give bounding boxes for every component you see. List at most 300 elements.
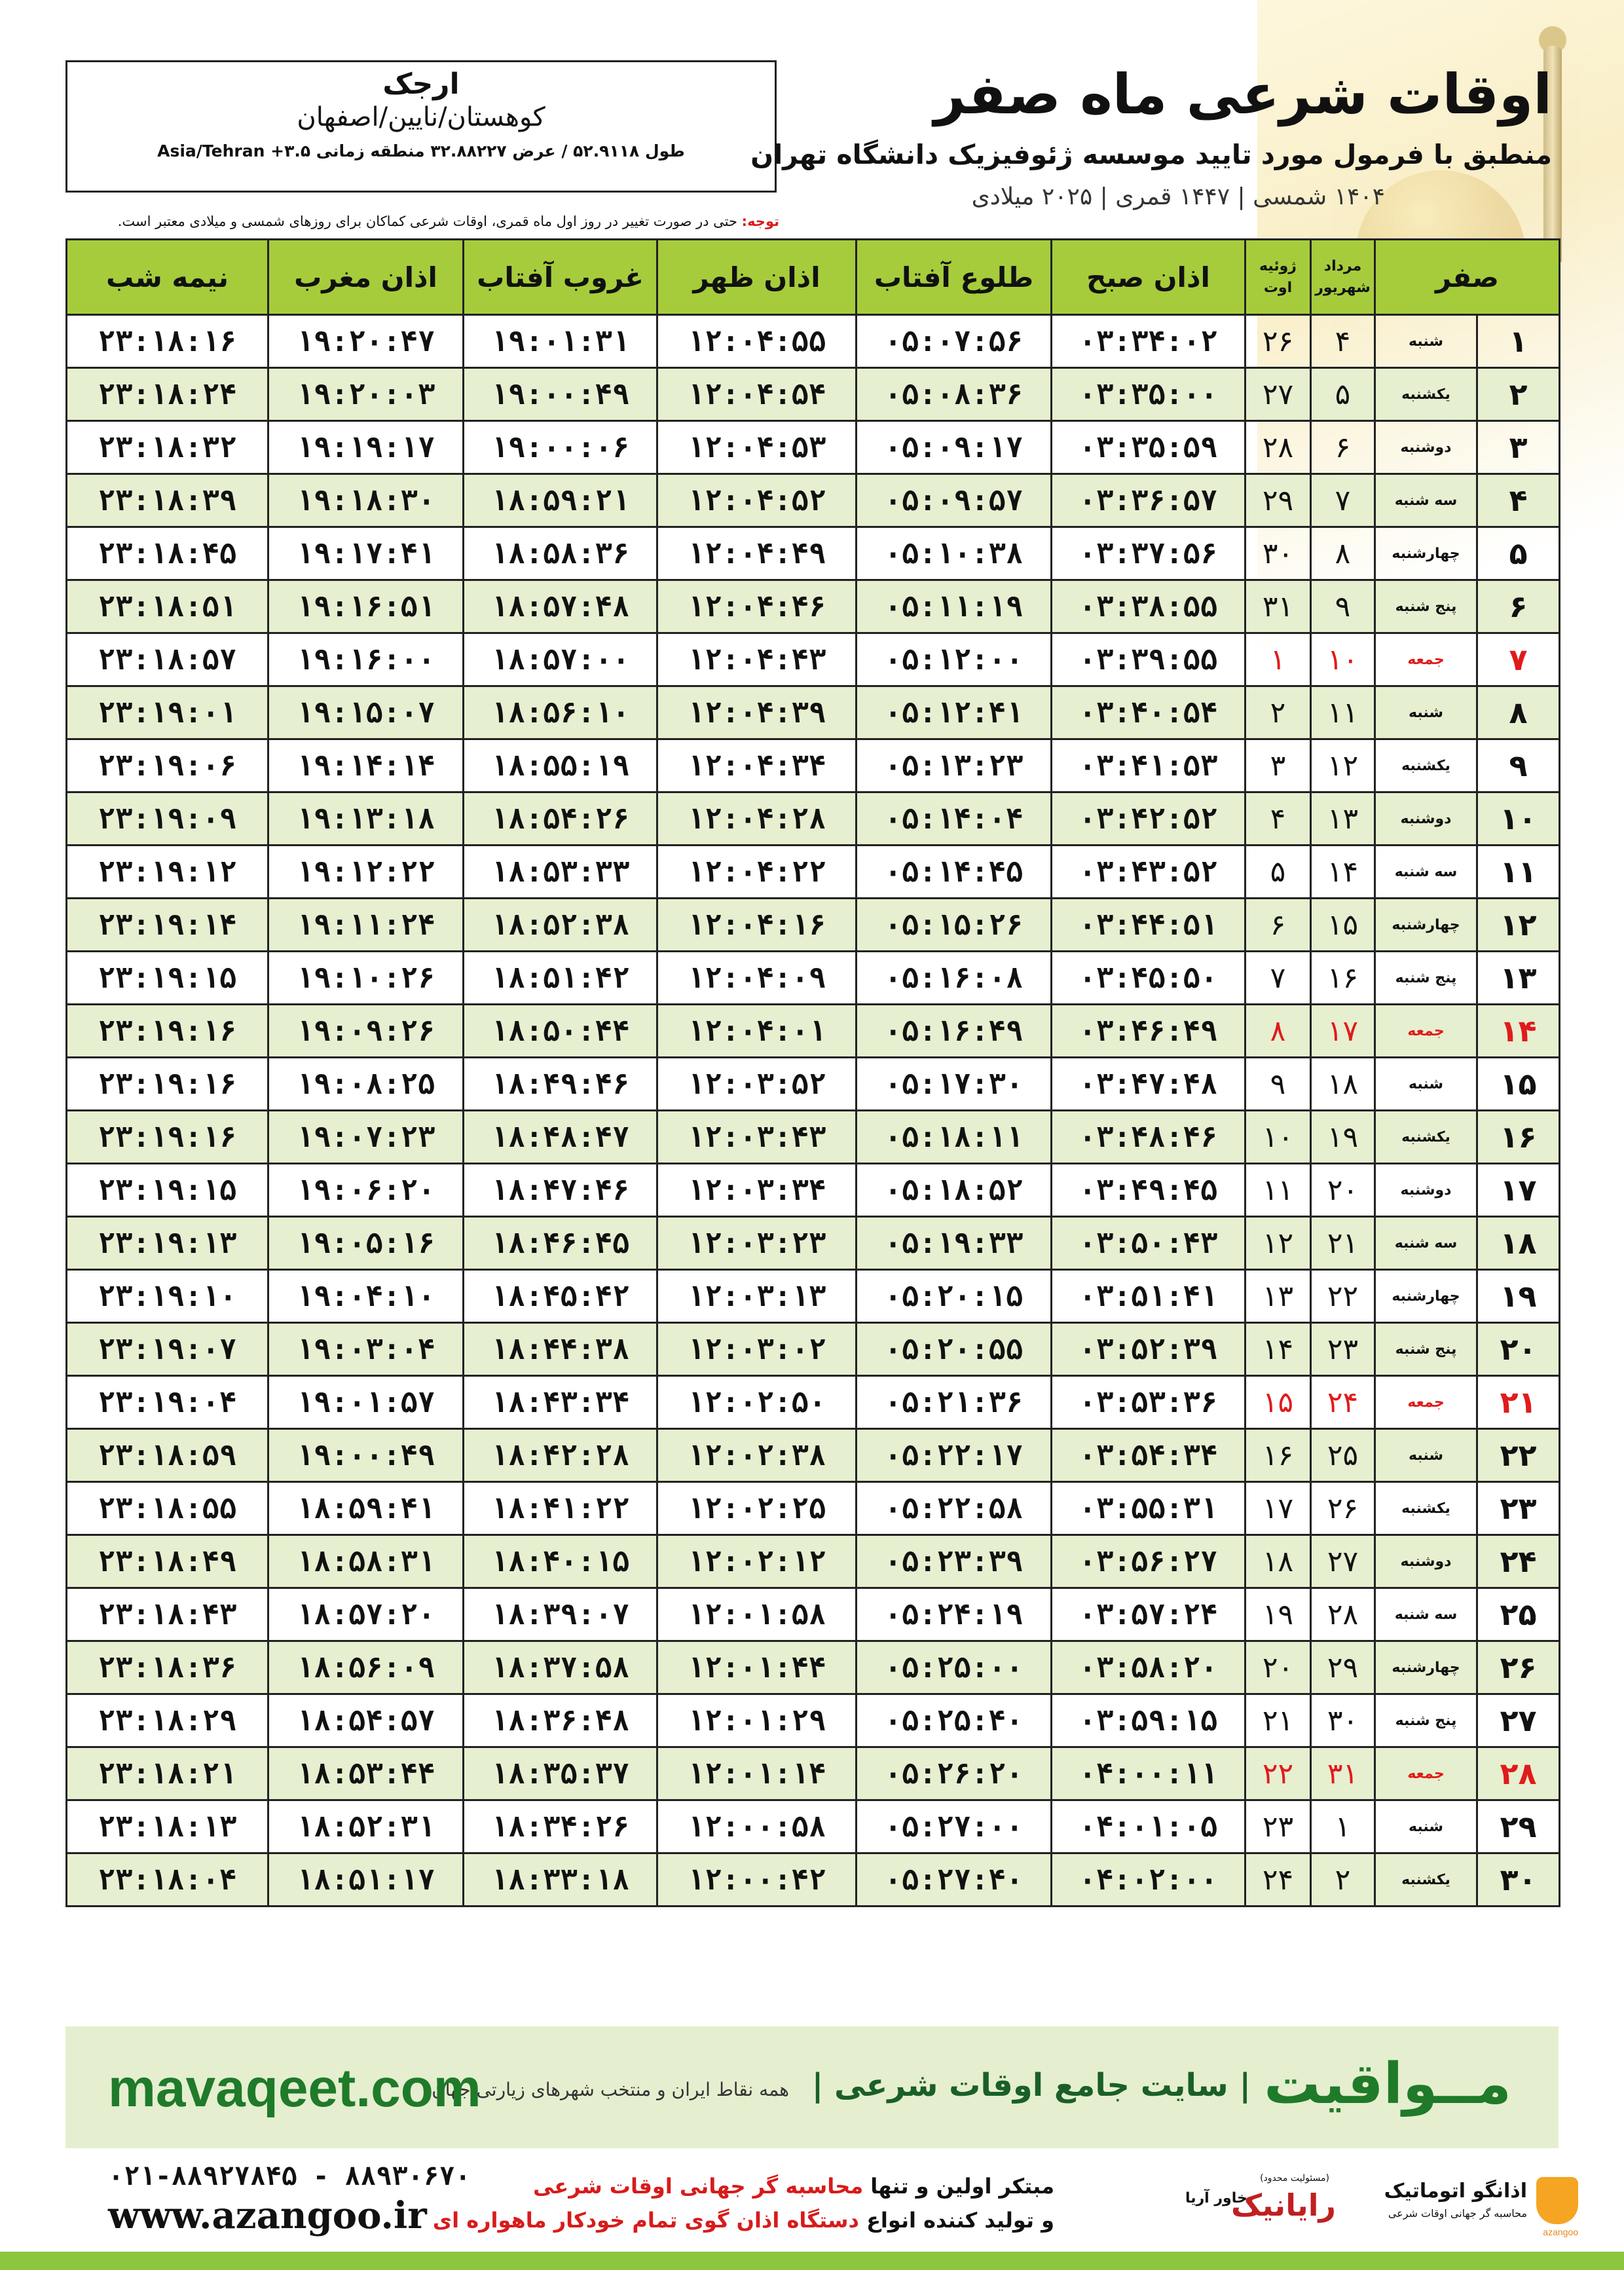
banner-tagline-main: | سایت جامع اوقات شرعی |: [811, 2067, 1251, 2104]
cell-sunrise: ۰۵:۱۳:۲۳: [857, 739, 1052, 792]
cell-maghrib: ۱۸:۵۶:۰۹: [268, 1641, 464, 1694]
cell-maghrib: ۱۹:۱۵:۰۷: [268, 686, 464, 739]
footer-website-link[interactable]: www.azangoo.ir: [108, 2194, 427, 2237]
cell-sh: ۴: [1311, 315, 1375, 368]
cell-day: ۲۹: [1477, 1800, 1560, 1853]
cell-sunset: ۱۸:۵۷:۴۸: [464, 580, 657, 633]
cell-sunset: ۱۸:۴۶:۴۵: [464, 1217, 657, 1270]
cell-weekday: سه شنبه: [1375, 474, 1477, 527]
table-row: [67, 739, 1560, 792]
cell-sunrise: ۰۵:۲۷:۰۰: [857, 1800, 1052, 1853]
cell-midnight: ۲۳:۱۹:۱۶: [67, 1005, 268, 1058]
cell-fajr: ۰۳:۳۶:۵۷: [1052, 474, 1246, 527]
location-region: کوهستان/نایین/اصفهان: [297, 102, 545, 132]
table-row: [67, 1376, 1560, 1429]
cell-g: ۲۳: [1246, 1800, 1311, 1853]
footer-phone[interactable]: ۰۲۱-۸۸۹۲۷۸۴۵ - ۸۸۹۳۰۶۷۰: [108, 2161, 471, 2191]
azangoo-logo-sub: محاسبه گر جهانی اوقات شرعی: [1388, 2207, 1527, 2220]
cell-g: ۱۴: [1246, 1323, 1311, 1376]
cell-maghrib: ۱۸:۵۱:۱۷: [268, 1853, 464, 1907]
table-row: [67, 1482, 1560, 1535]
cell-sh: ۲۲: [1311, 1270, 1375, 1323]
cell-sunset: ۱۸:۳۹:۰۷: [464, 1588, 657, 1641]
rayanik-logo-side: خاور آریا: [1185, 2190, 1247, 2206]
cell-weekday: چهارشنبه: [1375, 899, 1477, 952]
table-row: [67, 1694, 1560, 1747]
cell-g: ۲۱: [1246, 1694, 1311, 1747]
cell-weekday: یکشنبه: [1375, 368, 1477, 421]
cell-midnight: ۲۳:۱۹:۱۲: [67, 846, 268, 899]
cell-weekday: پنج شنبه: [1375, 1694, 1477, 1747]
cell-fajr: ۰۳:۵۷:۲۴: [1052, 1588, 1246, 1641]
cell-sh: ۲۷: [1311, 1535, 1375, 1588]
cell-fajr: ۰۴:۰۱:۰۵: [1052, 1800, 1246, 1853]
table-row: [67, 421, 1560, 474]
cell-fajr: ۰۳:۳۵:۰۰: [1052, 368, 1246, 421]
table-row: [67, 315, 1560, 368]
cell-weekday: شنبه: [1375, 1058, 1477, 1111]
cell-day: ۶: [1477, 580, 1560, 633]
cell-fajr: ۰۳:۳۹:۵۵: [1052, 633, 1246, 686]
footer-desc-1a: مبتکر اولین و تنها: [870, 2174, 1054, 2199]
cell-maghrib: ۱۹:۰۰:۴۹: [268, 1429, 464, 1482]
header-dhuhr: اذان ظهر: [657, 240, 857, 315]
cell-fajr: ۰۳:۴۳:۵۲: [1052, 846, 1246, 899]
page-subtitle: منطبق با فرمول مورد تایید موسسه ژئوفیزیک دانشگاه تهران: [750, 139, 1552, 170]
cell-sunset: ۱۸:۴۸:۴۷: [464, 1111, 657, 1164]
location-city: ارجک: [382, 67, 460, 101]
cell-g: ۲: [1246, 686, 1311, 739]
table-row: [67, 1058, 1560, 1111]
cell-dhuhr: ۱۲:۰۴:۰۹: [657, 952, 857, 1005]
cell-midnight: ۲۳:۱۸:۴۳: [67, 1588, 268, 1641]
cell-sunset: ۱۸:۵۱:۴۲: [464, 952, 657, 1005]
cell-midnight: ۲۳:۱۸:۵۱: [67, 580, 268, 633]
header-sunrise: طلوع آفتاب: [857, 240, 1052, 315]
cell-weekday: چهارشنبه: [1375, 1270, 1477, 1323]
location-box: [65, 60, 777, 193]
table-body: [67, 315, 1560, 1907]
cell-day: ۱۵: [1477, 1058, 1560, 1111]
cell-fajr: ۰۳:۴۷:۴۸: [1052, 1058, 1246, 1111]
table-header-row: [67, 240, 1560, 315]
cell-sunset: ۱۸:۵۲:۳۸: [464, 899, 657, 952]
table-row: [67, 899, 1560, 952]
cell-midnight: ۲۳:۱۸:۱۶: [67, 315, 268, 368]
cell-dhuhr: ۱۲:۰۴:۴۹: [657, 527, 857, 580]
cell-sunset: ۱۸:۴۴:۳۸: [464, 1323, 657, 1376]
table-row: [67, 952, 1560, 1005]
cell-dhuhr: ۱۲:۰۰:۵۸: [657, 1800, 857, 1853]
cell-maghrib: ۱۹:۱۰:۲۶: [268, 952, 464, 1005]
cell-fajr: ۰۳:۵۱:۴۱: [1052, 1270, 1246, 1323]
cell-midnight: ۲۳:۱۹:۱۳: [67, 1217, 268, 1270]
cell-sunrise: ۰۵:۱۴:۴۵: [857, 846, 1052, 899]
banner-brand: مــواقیت: [1264, 2051, 1511, 2117]
note-label: توجه:: [741, 214, 779, 229]
cell-midnight: ۲۳:۱۸:۲۹: [67, 1694, 268, 1747]
cell-midnight: ۲۳:۱۸:۴۹: [67, 1535, 268, 1588]
cell-sunrise: ۰۵:۲۲:۱۷: [857, 1429, 1052, 1482]
cell-weekday: چهارشنبه: [1375, 527, 1477, 580]
table-row: [67, 527, 1560, 580]
cell-midnight: ۲۳:۱۹:۰۱: [67, 686, 268, 739]
cell-fajr: ۰۳:۴۴:۵۱: [1052, 899, 1246, 952]
cell-weekday: شنبه: [1375, 315, 1477, 368]
cell-day: ۲۳: [1477, 1482, 1560, 1535]
cell-g: ۱: [1246, 633, 1311, 686]
cell-sunrise: ۰۵:۲۰:۱۵: [857, 1270, 1052, 1323]
cell-sunrise: ۰۵:۱۹:۳۳: [857, 1217, 1052, 1270]
cell-dhuhr: ۱۲:۰۲:۱۲: [657, 1535, 857, 1588]
table-row: [67, 1323, 1560, 1376]
cell-sh: ۲۳: [1311, 1323, 1375, 1376]
cell-day: ۱۸: [1477, 1217, 1560, 1270]
table-row: [67, 368, 1560, 421]
cell-fajr: ۰۳:۳۷:۵۶: [1052, 527, 1246, 580]
cell-day: ۲۱: [1477, 1376, 1560, 1429]
cell-dhuhr: ۱۲:۰۲:۲۵: [657, 1482, 857, 1535]
cell-fajr: ۰۳:۳۵:۵۹: [1052, 421, 1246, 474]
header-fajr: اذان صبح: [1052, 240, 1246, 315]
cell-weekday: یکشنبه: [1375, 1853, 1477, 1907]
cell-g: ۲۷: [1246, 368, 1311, 421]
cell-sh: ۷: [1311, 474, 1375, 527]
cell-fajr: ۰۴:۰۲:۰۰: [1052, 1853, 1246, 1907]
cell-sh: ۲۹: [1311, 1641, 1375, 1694]
cell-g: ۱۶: [1246, 1429, 1311, 1482]
cell-g: ۳: [1246, 739, 1311, 792]
cell-fajr: ۰۴:۰۰:۱۱: [1052, 1747, 1246, 1800]
cell-weekday: جمعه: [1375, 1376, 1477, 1429]
banner-url-link[interactable]: mavaqeet.com: [108, 2058, 481, 2118]
cell-midnight: ۲۳:۱۹:۰۴: [67, 1376, 268, 1429]
cell-weekday: پنج شنبه: [1375, 952, 1477, 1005]
cell-dhuhr: ۱۲:۰۰:۴۲: [657, 1853, 857, 1907]
cell-sunrise: ۰۵:۰۹:۱۷: [857, 421, 1052, 474]
cell-maghrib: ۱۹:۱۳:۱۸: [268, 792, 464, 846]
cell-dhuhr: ۱۲:۰۱:۵۸: [657, 1588, 857, 1641]
banner-tagline-sub: همه نقاط ایران و منتخب شهرهای زیارتی جهان: [432, 2079, 790, 2100]
cell-sh: ۳۱: [1311, 1747, 1375, 1800]
bottom-bar: [0, 2252, 1624, 2270]
cell-sunrise: ۰۵:۰۷:۵۶: [857, 315, 1052, 368]
cell-weekday: سه شنبه: [1375, 846, 1477, 899]
cell-g: ۵: [1246, 846, 1311, 899]
cell-sunset: ۱۹:۰۰:۰۶: [464, 421, 657, 474]
cell-midnight: ۲۳:۱۸:۳۹: [67, 474, 268, 527]
note-text: حتی در صورت تغییر در روز اول ماه قمری، اوقات شرعی کماکان برای روزهای شمسی و میلادی معتبر است.: [117, 214, 737, 229]
cell-dhuhr: ۱۲:۰۳:۵۲: [657, 1058, 857, 1111]
cell-sh: ۱۲: [1311, 739, 1375, 792]
cell-g: ۲۶: [1246, 315, 1311, 368]
cell-sunset: ۱۸:۴۲:۲۸: [464, 1429, 657, 1482]
cell-sh: ۳۰: [1311, 1694, 1375, 1747]
cell-weekday: یکشنبه: [1375, 1482, 1477, 1535]
cell-day: ۳۰: [1477, 1853, 1560, 1907]
cell-sunrise: ۰۵:۲۵:۴۰: [857, 1694, 1052, 1747]
cell-g: ۹: [1246, 1058, 1311, 1111]
cell-g: ۱۹: [1246, 1588, 1311, 1641]
footer-desc-1b: محاسبه گر جهانی اوقات شرعی: [533, 2174, 864, 2199]
cell-weekday: دوشنبه: [1375, 1535, 1477, 1588]
cell-day: ۹: [1477, 739, 1560, 792]
cell-g: ۱۲: [1246, 1217, 1311, 1270]
cell-sunrise: ۰۵:۱۸:۱۱: [857, 1111, 1052, 1164]
cell-sunrise: ۰۵:۱۶:۰۸: [857, 952, 1052, 1005]
cell-sunrise: ۰۵:۲۱:۳۶: [857, 1376, 1052, 1429]
cell-sh: ۲۰: [1311, 1164, 1375, 1217]
cell-sunset: ۱۸:۵۶:۱۰: [464, 686, 657, 739]
cell-sh: ۱۶: [1311, 952, 1375, 1005]
cell-sh: ۲۶: [1311, 1482, 1375, 1535]
cell-g: ۲۲: [1246, 1747, 1311, 1800]
cell-maghrib: ۱۸:۵۹:۴۱: [268, 1482, 464, 1535]
cell-sh: ۱۳: [1311, 792, 1375, 846]
cell-dhuhr: ۱۲:۰۱:۲۹: [657, 1694, 857, 1747]
cell-day: ۱۴: [1477, 1005, 1560, 1058]
cell-dhuhr: ۱۲:۰۴:۲۸: [657, 792, 857, 846]
cell-sunrise: ۰۵:۲۲:۵۸: [857, 1482, 1052, 1535]
cell-midnight: ۲۳:۱۹:۰۶: [67, 739, 268, 792]
table-row: [67, 1005, 1560, 1058]
cell-midnight: ۲۳:۱۹:۱۴: [67, 899, 268, 952]
calendar-years: ۱۴۰۴ شمسی | ۱۴۴۷ قمری | ۲۰۲۵ میلادی: [971, 183, 1385, 210]
cell-sunrise: ۰۵:۱۵:۲۶: [857, 899, 1052, 952]
cell-sh: ۸: [1311, 527, 1375, 580]
cell-midnight: ۲۳:۱۸:۰۴: [67, 1853, 268, 1907]
cell-dhuhr: ۱۲:۰۴:۵۲: [657, 474, 857, 527]
cell-midnight: ۲۳:۱۹:۱۵: [67, 1164, 268, 1217]
cell-sh: ۲۱: [1311, 1217, 1375, 1270]
cell-dhuhr: ۱۲:۰۴:۴۳: [657, 633, 857, 686]
cell-sunrise: ۰۵:۱۲:۰۰: [857, 633, 1052, 686]
footer-desc-2a: و تولید کننده انواع: [866, 2208, 1054, 2233]
cell-fajr: ۰۳:۵۶:۲۷: [1052, 1535, 1246, 1588]
cell-sunset: ۱۸:۴۷:۴۶: [464, 1164, 657, 1217]
cell-g: ۱۵: [1246, 1376, 1311, 1429]
cell-sh: ۱: [1311, 1800, 1375, 1853]
cell-sunrise: ۰۵:۲۳:۳۹: [857, 1535, 1052, 1588]
prayer-times-table: [65, 238, 1560, 1907]
footer-desc-2b: دستگاه اذان گوی تمام خودکار ماهواره ای: [432, 2208, 859, 2233]
cell-maghrib: ۱۹:۱۶:۵۱: [268, 580, 464, 633]
cell-dhuhr: ۱۲:۰۳:۴۳: [657, 1111, 857, 1164]
cell-sh: ۱۸: [1311, 1058, 1375, 1111]
header-sunset: غروب آفتاب: [464, 240, 657, 315]
cell-sunrise: ۰۵:۲۰:۵۵: [857, 1323, 1052, 1376]
footer-description: [433, 2169, 1054, 2237]
cell-maghrib: ۱۹:۰۸:۲۵: [268, 1058, 464, 1111]
cell-maghrib: ۱۹:۱۷:۴۱: [268, 527, 464, 580]
cell-sh: ۶: [1311, 421, 1375, 474]
cell-sunset: ۱۸:۵۵:۱۹: [464, 739, 657, 792]
cell-sunrise: ۰۵:۱۸:۵۲: [857, 1164, 1052, 1217]
cell-day: ۲۷: [1477, 1694, 1560, 1747]
cell-g: ۳۱: [1246, 580, 1311, 633]
cell-day: ۱۲: [1477, 899, 1560, 952]
cell-g: ۸: [1246, 1005, 1311, 1058]
table-row: [67, 474, 1560, 527]
cell-sh: ۹: [1311, 580, 1375, 633]
cell-fajr: ۰۳:۵۳:۳۶: [1052, 1376, 1246, 1429]
cell-maghrib: ۱۸:۵۲:۳۱: [268, 1800, 464, 1853]
cell-sunset: ۱۸:۴۰:۱۵: [464, 1535, 657, 1588]
table-row: [67, 686, 1560, 739]
cell-maghrib: ۱۸:۵۷:۲۰: [268, 1588, 464, 1641]
cell-day: ۲: [1477, 368, 1560, 421]
cell-midnight: ۲۳:۱۹:۱۶: [67, 1111, 268, 1164]
cell-maghrib: ۱۹:۰۵:۱۶: [268, 1217, 464, 1270]
cell-fajr: ۰۳:۴۱:۵۳: [1052, 739, 1246, 792]
table-row: [67, 1270, 1560, 1323]
cell-g: ۱۱: [1246, 1164, 1311, 1217]
cell-fajr: ۰۳:۵۴:۳۴: [1052, 1429, 1246, 1482]
cell-sunset: ۱۸:۵۹:۲۱: [464, 474, 657, 527]
cell-sunset: ۱۸:۵۸:۳۶: [464, 527, 657, 580]
cell-maghrib: ۱۹:۱۸:۳۰: [268, 474, 464, 527]
table-row: [67, 846, 1560, 899]
rayanik-logo-sub: (مسئولیت محدود): [1260, 2173, 1329, 2184]
cell-midnight: ۲۳:۱۹:۱۶: [67, 1058, 268, 1111]
azangoo-logo-name: اذانگو اتوماتیک: [1384, 2180, 1527, 2203]
table-row: [67, 580, 1560, 633]
cell-day: ۲۰: [1477, 1323, 1560, 1376]
table-row: [67, 1588, 1560, 1641]
cell-midnight: ۲۳:۱۸:۵۹: [67, 1429, 268, 1482]
cell-midnight: ۲۳:۱۹:۱۵: [67, 952, 268, 1005]
header-month: صفر: [1375, 240, 1560, 315]
cell-dhuhr: ۱۲:۰۴:۲۲: [657, 846, 857, 899]
mavaqeet-banner: [65, 2026, 1559, 2148]
cell-dhuhr: ۱۲:۰۴:۳۴: [657, 739, 857, 792]
azangoo-logo-en: azangoo: [1543, 2227, 1578, 2237]
table-row: [67, 1853, 1560, 1907]
cell-sunrise: ۰۵:۲۵:۰۰: [857, 1641, 1052, 1694]
cell-sunset: ۱۸:۳۳:۱۸: [464, 1853, 657, 1907]
cell-maghrib: ۱۹:۰۳:۰۴: [268, 1323, 464, 1376]
azangoo-logo-icon: [1536, 2177, 1578, 2224]
cell-dhuhr: ۱۲:۰۳:۰۲: [657, 1323, 857, 1376]
cell-day: ۵: [1477, 527, 1560, 580]
cell-midnight: ۲۳:۱۹:۱۰: [67, 1270, 268, 1323]
cell-dhuhr: ۱۲:۰۳:۳۴: [657, 1164, 857, 1217]
table-row: [67, 1111, 1560, 1164]
cell-fajr: ۰۳:۴۶:۴۹: [1052, 1005, 1246, 1058]
cell-sunrise: ۰۵:۱۶:۴۹: [857, 1005, 1052, 1058]
cell-weekday: دوشنبه: [1375, 792, 1477, 846]
cell-sunrise: ۰۵:۰۸:۳۶: [857, 368, 1052, 421]
header-persian-months: مرداد شهریور: [1311, 240, 1375, 315]
cell-weekday: جمعه: [1375, 1005, 1477, 1058]
cell-dhuhr: ۱۲:۰۲:۳۸: [657, 1429, 857, 1482]
cell-sunset: ۱۹:۰۱:۳۱: [464, 315, 657, 368]
cell-dhuhr: ۱۲:۰۲:۵۰: [657, 1376, 857, 1429]
cell-maghrib: ۱۹:۰۴:۱۰: [268, 1270, 464, 1323]
cell-sunset: ۱۸:۳۵:۳۷: [464, 1747, 657, 1800]
cell-fajr: ۰۳:۵۲:۳۹: [1052, 1323, 1246, 1376]
cell-day: ۱: [1477, 315, 1560, 368]
cell-sh: ۵: [1311, 368, 1375, 421]
cell-weekday: پنج شنبه: [1375, 580, 1477, 633]
cell-sh: ۲۸: [1311, 1588, 1375, 1641]
cell-sh: ۲: [1311, 1853, 1375, 1907]
cell-sunrise: ۰۵:۲۷:۴۰: [857, 1853, 1052, 1907]
cell-midnight: ۲۳:۱۸:۲۴: [67, 368, 268, 421]
cell-dhuhr: ۱۲:۰۱:۴۴: [657, 1641, 857, 1694]
cell-fajr: ۰۳:۳۸:۵۵: [1052, 580, 1246, 633]
cell-weekday: شنبه: [1375, 1429, 1477, 1482]
cell-g: ۱۳: [1246, 1270, 1311, 1323]
table-row: [67, 1164, 1560, 1217]
cell-day: ۷: [1477, 633, 1560, 686]
cell-maghrib: ۱۹:۱۴:۱۴: [268, 739, 464, 792]
cell-weekday: دوشنبه: [1375, 1164, 1477, 1217]
location-coords: طول ۵۲.۹۱۱۸ / عرض ۳۲.۸۸۲۲۷ منطقه زمانی ۳.۵+ Asia/Tehran: [157, 141, 685, 160]
cell-sunrise: ۰۵:۰۹:۵۷: [857, 474, 1052, 527]
cell-fajr: ۰۳:۵۰:۴۳: [1052, 1217, 1246, 1270]
cell-maghrib: ۱۹:۰۹:۲۶: [268, 1005, 464, 1058]
cell-sunrise: ۰۵:۱۷:۳۰: [857, 1058, 1052, 1111]
cell-dhuhr: ۱۲:۰۱:۱۴: [657, 1747, 857, 1800]
cell-maghrib: ۱۹:۱۶:۰۰: [268, 633, 464, 686]
table-row: [67, 1217, 1560, 1270]
cell-sh: ۱۵: [1311, 899, 1375, 952]
header-gregorian-months: ژوئیه اوت: [1246, 240, 1311, 315]
cell-weekday: جمعه: [1375, 1747, 1477, 1800]
cell-sunrise: ۰۵:۲۴:۱۹: [857, 1588, 1052, 1641]
cell-g: ۱۷: [1246, 1482, 1311, 1535]
rayanik-logo: [1185, 2173, 1336, 2232]
cell-g: ۴: [1246, 792, 1311, 846]
cell-midnight: ۲۳:۱۹:۰۹: [67, 792, 268, 846]
table-row: [67, 1535, 1560, 1588]
cell-fajr: ۰۳:۴۹:۴۵: [1052, 1164, 1246, 1217]
cell-day: ۲۸: [1477, 1747, 1560, 1800]
cell-day: ۲۶: [1477, 1641, 1560, 1694]
cell-day: ۲۴: [1477, 1535, 1560, 1588]
cell-dhuhr: ۱۲:۰۴:۵۳: [657, 421, 857, 474]
cell-maghrib: ۱۹:۲۰:۴۷: [268, 315, 464, 368]
cell-fajr: ۰۳:۳۴:۰۲: [1052, 315, 1246, 368]
cell-dhuhr: ۱۲:۰۳:۲۳: [657, 1217, 857, 1270]
cell-sunset: ۱۸:۵۴:۲۶: [464, 792, 657, 846]
cell-sunrise: ۰۵:۱۴:۰۴: [857, 792, 1052, 846]
cell-weekday: سه شنبه: [1375, 1588, 1477, 1641]
cell-sunrise: ۰۵:۱۱:۱۹: [857, 580, 1052, 633]
cell-dhuhr: ۱۲:۰۴:۳۹: [657, 686, 857, 739]
cell-sunrise: ۰۵:۱۰:۳۸: [857, 527, 1052, 580]
cell-sh: ۲۴: [1311, 1376, 1375, 1429]
cell-g: ۲۴: [1246, 1853, 1311, 1907]
header-maghrib: اذان مغرب: [268, 240, 464, 315]
cell-weekday: شنبه: [1375, 1800, 1477, 1853]
cell-maghrib: ۱۹:۰۱:۵۷: [268, 1376, 464, 1429]
table-row: [67, 792, 1560, 846]
cell-sunset: ۱۸:۳۴:۲۶: [464, 1800, 657, 1853]
cell-weekday: دوشنبه: [1375, 421, 1477, 474]
cell-sh: ۱۹: [1311, 1111, 1375, 1164]
cell-sunset: ۱۸:۳۶:۴۸: [464, 1694, 657, 1747]
cell-g: ۲۹: [1246, 474, 1311, 527]
header-midnight: نیمه شب: [67, 240, 268, 315]
cell-midnight: ۲۳:۱۸:۳۶: [67, 1641, 268, 1694]
cell-fajr: ۰۳:۵۸:۲۰: [1052, 1641, 1246, 1694]
note: [118, 214, 779, 229]
banner-tagline: [432, 2067, 1251, 2104]
cell-g: ۷: [1246, 952, 1311, 1005]
cell-day: ۱۹: [1477, 1270, 1560, 1323]
